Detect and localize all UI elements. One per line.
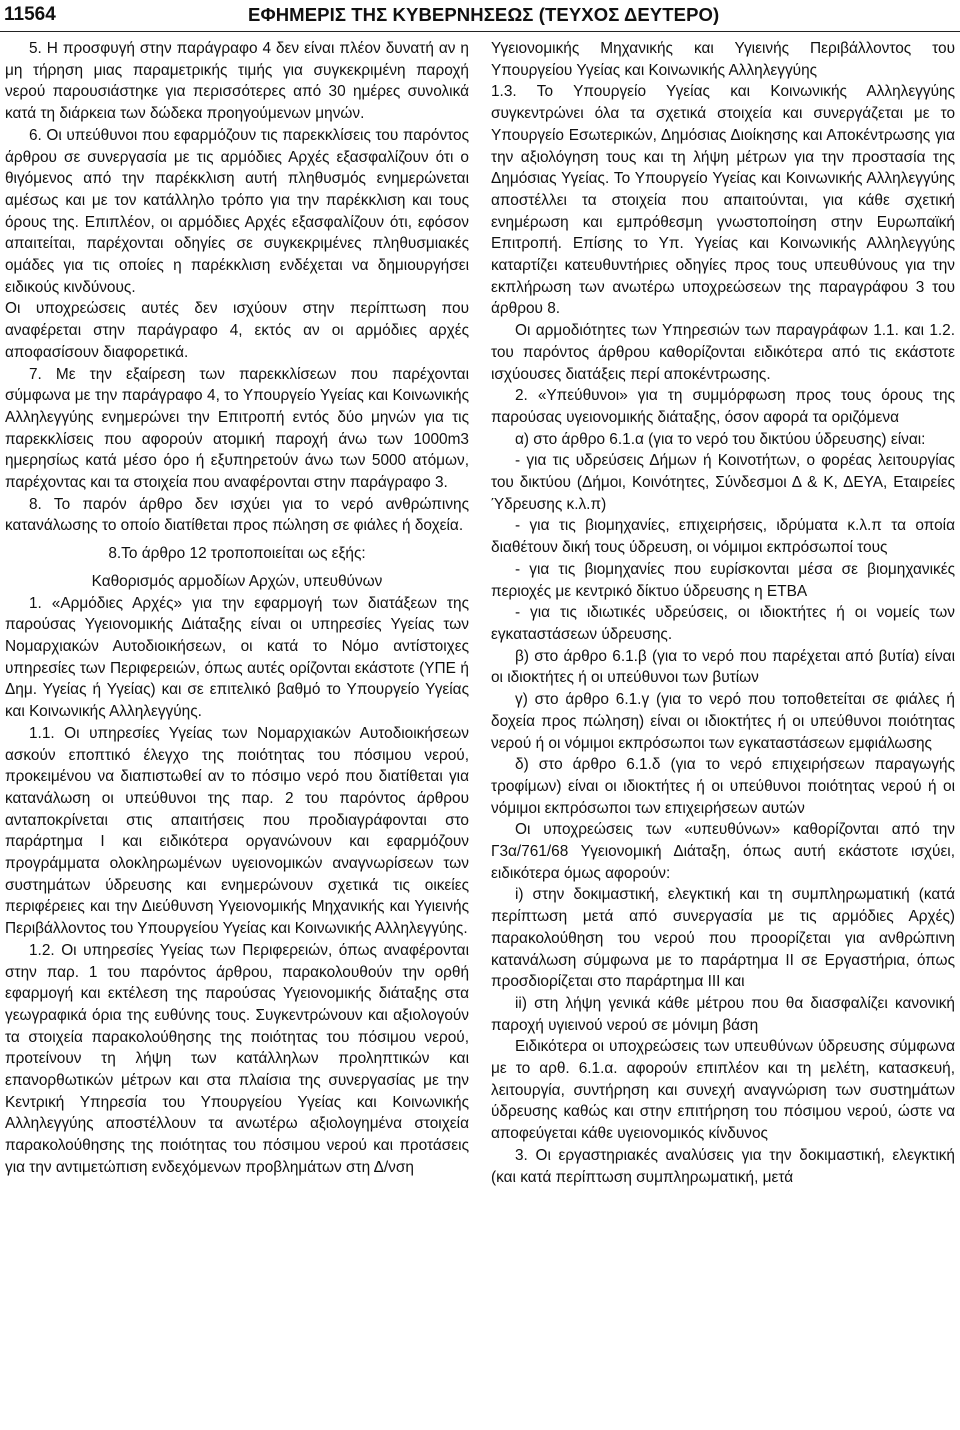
paragraph: 5. Η προσφυγή στην παράγραφο 4 δεν είναι πλέον δυνατή αν η μη τήρηση μιας παραμετρικής τιμής για συγκεκριμένη παροχή νερού παρουσιάστηκε για περισσότερες από 30 ημέρες συνολικά κατά τη διάρκεια των δώδεκα προηγούμενων μηνών. — [5, 40, 469, 123]
paragraph: 7. Με την εξαίρεση των παρεκκλίσεων που παρέχονται σύμφωνα με την παράγραφο 4, το Υπουργείο Υγείας και Κοινωνικής Αλληλεγγύης ενημερώνει την Επιτροπή εντός δύο μηνών για τις παρεκκλίσεις που αφορούν ατομική παροχή άνω των 1000m3 ημερησίως κατά μέσο όρο ή εξυπηρετούν άνω των 5000 ατόμων, παρέχοντας και τα στοιχεία που αναφέρονται στην παράγραφο 3. — [5, 365, 469, 492]
paragraph: Οι υποχρεώσεις των «υπευθύνων» καθορίζονται από την Γ3α/761/68 Υγειονομική Διάταξη, όπως αυτή εκάστοτε ισχύει, ειδικότερα όμως αφορούν: — [491, 821, 955, 882]
article-title: Καθορισμός αρμοδίων Αρχών, υπευθύνων — [91, 572, 383, 590]
page-number: 11564 — [4, 4, 56, 25]
left-column — [5, 38, 469, 1179]
header-rule — [0, 31, 960, 32]
journal-title: ΕΦΗΜΕΡΙΣ ΤΗΣ ΚΥΒΕΡΝΗΣΕΩΣ (ΤΕΥΧΟΣ ΔΕΥΤΕΡΟ) — [248, 4, 720, 25]
paragraph: δ) στο άρθρο 6.1.δ (για το νερό επιχειρήσεων παραγωγής τροφίμων) είναι οι ιδιοκτήτες ή οι υπεύθυνοι ποιότητας νερού ή οι νόμιμοι εκπρόσωποι των επιχειρήσεων αυτών — [491, 756, 955, 817]
page-header — [0, 0, 960, 40]
list-item: - για τις βιομηχανίες που ευρίσκονται μέσα σε βιομηχανικές περιοχές με κεντρικό δίκτυο ύδρευσης η ΕΤΒΑ — [491, 560, 955, 600]
paragraph: γ) στο άρθρο 6.1.γ (για το νερό που τοποθετείται σε φιάλες ή δοχεία προς πώληση) είναι οι ιδιοκτήτες ή οι υπεύθυνοι ποιότητας νερού ή οι νόμιμοι εκπρόσωποι των εγκαταστάσεων εμφιάλωσης — [491, 691, 955, 752]
list-item: - για τις βιομηχανίες, επιχειρήσεις, ιδρύματα κ.λ.π τα οποία διαθέτουν δική τους ύδρευση, οι νόμιμοι εκπρόσωποί τους — [491, 517, 955, 557]
right-column — [491, 38, 955, 1188]
list-item: - για τις ιδιωτικές υδρεύσεις, οι ιδιοκτήτες ή οι νομείς των εγκαταστάσεων ύδρευσης. — [491, 604, 955, 643]
paragraph: Οι υποχρεώσεις αυτές δεν ισχύουν στην περίπτωση που αναφέρεται στην παράγραφο 4, εκτός αν οι αρμόδιες αρχές αποφασίσουν διαφορετικά. — [5, 300, 469, 361]
paragraph: 2. «Υπεύθυνοι» για τη συμμόρφωση προς τους όρους της παρούσας υγειονομικής διάταξης, όσον αφορά τα οριζόμενα — [491, 387, 955, 426]
paragraph: Οι αρμοδιότητες των Υπηρεσιών των παραγράφων 1.1. και 1.2. του παρόντος άρθρου καθορίζονται ειδικότερα από τις εκάστοτε ισχύουσες διατάξεις περί αποκέντρωσης. — [491, 322, 955, 383]
paragraph: β) στο άρθρο 6.1.β (για το νερό που παρέχεται από βυτία) είναι οι ιδιοκτήτες ή οι υπεύθυνοι των βυτίων — [491, 647, 955, 687]
list-item: - για τις υδρεύσεις Δήμων ή Κοινοτήτων, ο φορέας λειτουργίας του δικτύου (Δήμοι, Κοινότητες, Σύνδεσμοι Δ & Κ, ΔΕΥΑ, Εταιρείες Ύδρευσης κ.λ.π) — [491, 452, 955, 513]
paragraph: ii) στη λήψη γενικά κάθε μέτρου που θα διασφαλίζει κανονική παροχή υγιεινού νερού σε μόνιμη βάση — [491, 994, 955, 1034]
paragraph: Ειδικότερα οι υποχρεώσεις των υπευθύνων ύδρευσης σύμφωνα με το αρθ. 6.1.α. αφορούν επιπλέον και τη μελέτη, κατασκευή, λειτουργία, συντήρηση και συνεχή αναγνώριση των συστημάτων ύδρευσης καθώς και στην επιτήρηση του πόσιμου νερού, ώστε να αποφεύγεται κάθε υγειονομικός κίνδυνος — [491, 1038, 955, 1143]
paragraph: 3. Οι εργαστηριακές αναλύσεις για την δοκιμαστική, ελεγκτική (και κατά περίπτωση συμπληρωματική, μετά — [491, 1146, 955, 1186]
paragraph: 1.3. Το Υπουργείο Υγείας και Κοινωνικής Αλληλεγγύης συγκεντρώνει όλα τα σχετικά στοιχεία και συνεργάζεται με το Υπουργείο Εσωτερικών, Δημόσιας Διοίκησης και Αποκέντρωσης για την αξιολόγηση τους και τη λήψη μέτρων για την προστασία της Δημόσιας Υγείας. Το Υπουργείο Υγείας και Κοινωνικής Αλληλεγγύης αποστέλλει τα στοιχεία που απαιτούνται, για κάθε σχετική ενημέρωση και εμπρόθεσμη γνωστοποίηση στην Ευρωπαϊκή Επιτροπή. Επίσης το Υπ. Υγείας και Κοινωνικής Αλληλεγγύης καταρτίζει κατευθυντήριες οδηγίες προς τους υπευθύνους για την εκπλήρωση των ανωτέρω υποχρεώσεων της παραγράφου 3 του άρθρου 8. — [491, 83, 955, 318]
paragraph: 8. Το παρόν άρθρο δεν ισχύει για το νερό ανθρώπινης κατανάλωσης το οποίο διατίθεται προς πώληση σε φιάλες ή δοχεία. — [5, 495, 469, 535]
paragraph: 1. «Αρμόδιες Αρχές» για την εφαρμογή των διατάξεων της παρούσας Υγειονομικής Διάταξης είναι οι υπηρεσίες Υγείας των Νομαρχιακών Αυτοδιοικήσεων, οι κατά το Νόμο αντίστοιχες υπηρεσίες των Περιφερειών, όπως αυτές ορίζονται εκάστοτε (ΥΠΕ ή Δημ. Υγείας ή Υγείας) και σε επιτελικό βαθμό το Υπουργείο Υγείας και Κοινωνικής Αλληλεγγύης. — [5, 594, 469, 721]
paragraph: 1.1. Οι υπηρεσίες Υγείας των Νομαρχιακών Αυτοδιοικήσεων ασκούν εποπτικό έλεγχο της ποιότητας του πόσιμου νερού, προκειμένου να διαπιστωθεί αν το πόσιμο νερό που διατίθεται για κατανάλωση οι υπεύθυνοι της παρ. 2 του παρόντος άρθρου ανταποκρίνεται στις απαιτήσεις που προδιαγράφονται στο παράρτημα Ι και ειδικότερα οργανώνουν και εφαρμόζουν προγράμματα ολοκληρωμένων υγειονομικών αναγνωρίσεων των συστημάτων ύδρευσης και ενημερώνουν σχετικά τις οικείες περιφέρειες και την Διεύθυνση Υγειονομικής Μηχανικής και Υγιεινής Περιβάλλοντος του Υπουργείου Υγείας και Κοινωνικής Αλληλεγγύης. — [5, 724, 469, 938]
paragraph: 1.2. Οι υπηρεσίες Υγείας των Περιφερειών, όπως αναφέρονται στην παρ. 1 του παρόντος άρθρου, παρακολουθούν την ορθή εφαρμογή και εκτέλεση της παρούσας Υγειονομικής διάταξης στα γεωγραφικά όρια της ευθύνης τους. Συγκεντρώνουν και αξιολογούν τα στοιχεία παρακολούθησης της ποιότητας του πόσιμου νερού, προτείνουν τη λήψη των κατάλληλων προληπτικών και επανορθωτικών μέτρων και στα πλαίσια της συνεργασίας με την Κεντρική Υπηρεσία του Υπουργείου Υγείας και Κοινωνικής Αλληλεγγύης αποστέλλουν τα ανωτέρω αξιολογημένα στοιχεία παρακολούθησης της ποιότητας του πόσιμου νερού και προτάσεις για την αντιμετώπιση ενδεχόμενων προβλημάτων στη Δ/νση — [5, 941, 469, 1176]
paragraph: i) στην δοκιμαστική, ελεγκτική και τη συμπληρωματική (κατά περίπτωση μετά από συνεργασία με τις αρμόδιες Αρχές) παρακολούθηση του νερού που προορίζεται για ανθρώπινη κατανάλωση σύμφωνα με το παράρτημα ΙΙ σε Εργαστήρια, όπως προσδιορίζεται στο παράρτημα ΙΙΙ και — [491, 886, 955, 991]
paragraph: Υγειονομικής Μηχανικής και Υγιεινής Περιβάλλοντος του Υπουργείου Υγείας και Κοινωνικής Αλληλεγγύης — [491, 40, 955, 79]
paragraph: α) στο άρθρο 6.1.α (για το νερό του δικτύου ύδρευσης) είναι: — [515, 430, 926, 448]
amendment-heading: 8.Το άρθρο 12 τροποποιείται ως εξής: — [108, 545, 366, 563]
paragraph: 6. Οι υπεύθυνοι που εφαρμόζουν τις παρεκκλίσεις του παρόντος άρθρου σε συνεργασία με τις αρμόδιες Αρχές εξασφαλίζουν ότι ο θιγόμενος από την παρέκκλιση αυτή πληθυσμός ενημερώνεται αμέσως και με τον κατάλληλο τρόπο για την παρέκκλιση και τους όρους της. Επιπλέον, οι αρμόδιες Αρχές εξασφαλίζουν ότι, εφόσον απαιτείται, παρέχονται οδηγίες σε συγκεκριμένες πληθυσμιακές ομάδες για τις οποίες η παρέκκλιση ενδέχεται να δημιουργήσει ειδικούς κινδύνους. — [5, 126, 469, 296]
